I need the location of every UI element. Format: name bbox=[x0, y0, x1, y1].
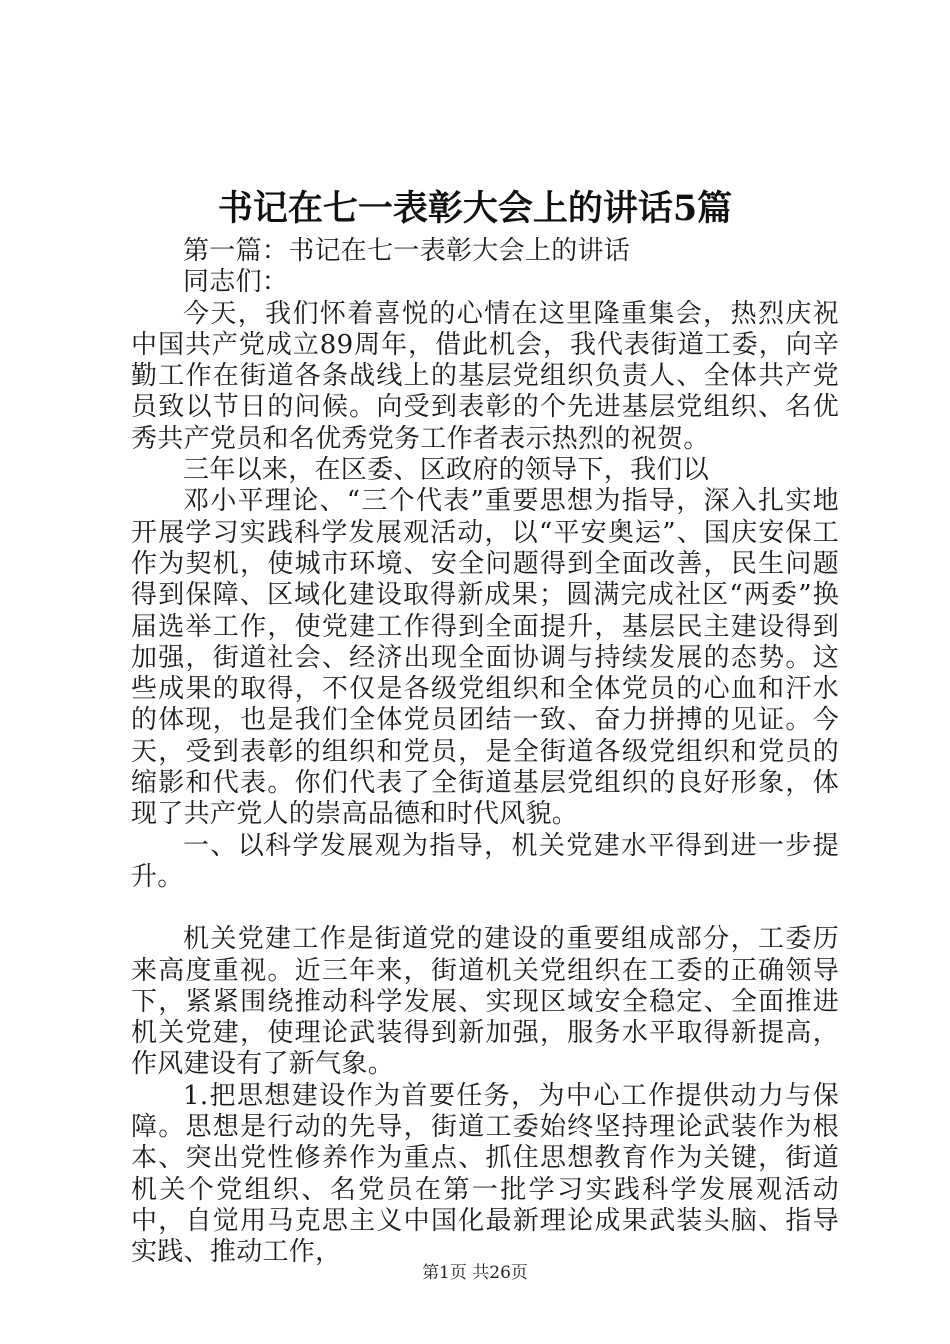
page-footer: 第1页 共26页 bbox=[422, 1263, 528, 1283]
paragraph-item-one: 1.把思想建设作为首要任务，为中心工作提供动力与保障。思想是行动的先导，街道工委始终坚持理论武装作为根本、突出党性修养作为重点、抓住思想教育作为关键，街道机关个党组织、名党员在第一批学习实践科学发展观活动中，自觉用马克思主义中国化最新理论成果武装头脑、指导实践、推动工作， bbox=[131, 1080, 839, 1268]
document-title: 书记在七一表彰大会上的讲话5篇 bbox=[217, 188, 733, 229]
document-body bbox=[131, 236, 839, 1269]
paragraph-salutation: 同志们： bbox=[183, 267, 289, 298]
paragraph-opening: 今天，我们怀着喜悦的心情在这里隆重集会，热烈庆祝中国共产党成立89周年，借此机会，我代表街道工委，向辛勤工作在街道各条战线上的基层党组织负责人、全体共产党员致以节日的问候。向受到表彰的个先进基层党组织、名优秀共产党员和名优秀党务工作者表示热烈的祝贺。 bbox=[131, 298, 839, 454]
paragraph-three-years: 三年以来，在区委、区政府的领导下，我们以 bbox=[183, 455, 710, 486]
paragraph-point-one: 一、以科学发展观为指导，机关党建水平得到进一步提升。 bbox=[131, 830, 839, 892]
paragraph-achievements: 邓小平理论、“三个代表”重要思想为指导，深入扎实地开展学习实践科学发展观活动，以“平安奥运”、国庆安保工作为契机，使城市环境、安全问题得到全面改善，民生问题得到保障、区域化建设取得新成果；圆满完成社区“两委”换届选举工作，使党建工作得到全面提升，基层民主建设得到加强，街道社会、经济出现全面协调与持续发展的态势。这些成果的取得，不仅是各级党组织和全体党员的心血和汗水的体现，也是我们全体党员团结一致、奋力拼搏的见证。今天，受到表彰的组织和党员，是全街道各级党组织和党员的缩影和代表。你们代表了全街道基层党组织的良好形象，体现了共产党人的崇高品德和时代风貌。 bbox=[131, 486, 839, 830]
paragraph-party-building: 机关党建工作是街道党的建设的重要组成部分，工委历来高度重视。近三年来，街道机关党组织在工委的正确领导下，紧紧围绕推动科学发展、实现区域安全稳定、全面推进机关党建，使理论武装得到新加强，服务水平取得新提高，作风建设有了新气象。 bbox=[131, 924, 839, 1080]
paragraph-section-heading: 第一篇：书记在七一表彰大会上的讲话 bbox=[183, 236, 631, 266]
